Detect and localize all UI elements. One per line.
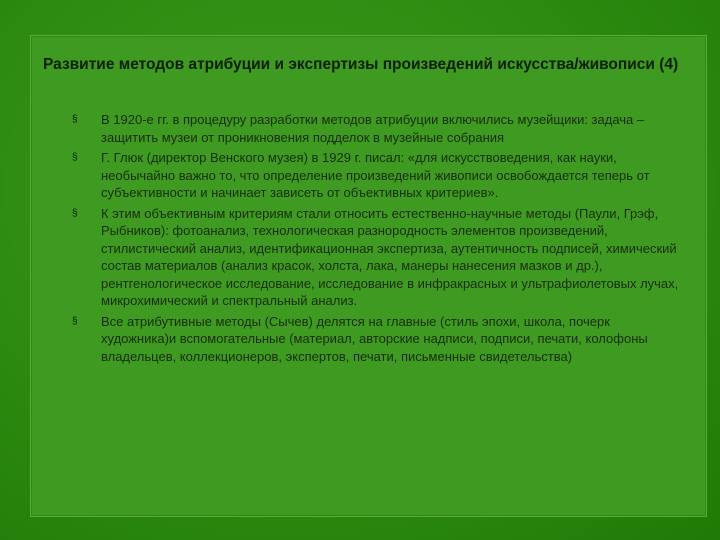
bullet-text: Все атрибутивные методы (Сычев) делятся на главные (стиль эпохи, школа, почерк художника)и вспомогательные (материал, авторские надписи, подписи, печати, колофоны владельцев, коллекционеров, экспертов, печати, письменные свидетельства): [101, 313, 648, 364]
bullet-list: [68, 111, 688, 368]
bullet-text: В 1920-е гг. в процедуру разработки методов атрибуции включились музейщики: задача – защитить музеи от проникновения подделок в музейные собрания: [101, 112, 645, 145]
bullet-item: [68, 149, 688, 202]
bullet-text: К этим объективным критериям стали относить естественно-научные методы (Паули, Грэф, Рыбников): фотоанализ, технологическая разнородность элементов произведений, стилистический анализ, идентификационная экспертиза, аутентичность подписей, химический состав материалов (анализ красок, холста, лака, манеры нанесения мазков и др.), рентгенологическое исследование, исследование в инфракрасных и ультрафиолетовых лучах, микрохимический и спектральный анализ.: [101, 205, 679, 308]
bullet-marker-icon: §: [72, 114, 78, 125]
bullet-item: [68, 313, 688, 366]
slide-title: Развитие методов атрибуции и экспертизы произведений искусства/живописи (4): [43, 56, 679, 73]
bullet-marker-icon: §: [72, 315, 78, 327]
bullet-text: Г. Глюк (директор Венского музея) в 1929 г. писал: «для искусствоведения, как науки, необычайно важно то, что определение произведений живописи освобождается теперь от субъективности и начинает зависеть от объективных критериев».: [101, 150, 650, 200]
bullet-marker-icon: §: [72, 207, 78, 219]
bullet-item: [68, 111, 688, 146]
bullet-marker-icon: §: [72, 152, 78, 163]
bullet-item: [68, 205, 688, 310]
